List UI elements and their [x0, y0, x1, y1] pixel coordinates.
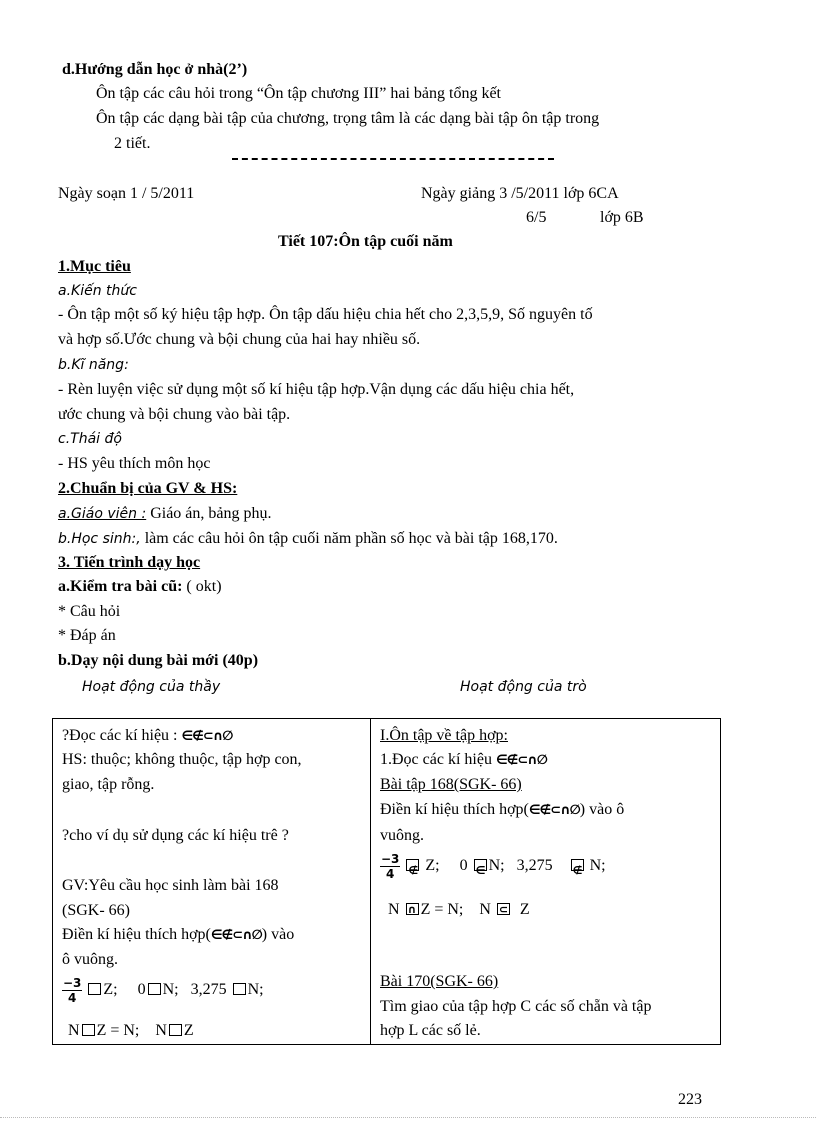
left-fill-text: Điền kí hiệu thích hợp( — [62, 926, 211, 943]
answer-symbol: ∉ — [408, 864, 419, 877]
knowledge-line2: và hợp số.Ước chung và bội chung của hai hay nhiều số. — [58, 331, 421, 348]
teacher-activity-header: Hoạt động của thầy — [82, 679, 221, 695]
left-exercise-row2 — [68, 1021, 194, 1041]
answer-box — [406, 859, 419, 877]
right-vuong: vuông. — [380, 827, 424, 844]
answer-box[interactable] — [169, 1024, 182, 1036]
right-exercise-row1 — [380, 851, 606, 881]
right-read-symbols-text: 1.Đọc các kí hiệu — [380, 751, 496, 768]
page-number: 223 — [678, 1091, 702, 1108]
left-sgk-ref: (SGK- 66) — [62, 902, 130, 919]
right-exercise-row2 — [388, 900, 530, 920]
section-d-line3: 2 tiết. — [114, 135, 151, 152]
exercise-text: N — [479, 901, 491, 918]
check-label: a.Kiểm tra bài cũ: — [58, 578, 183, 595]
exercise-text: Z = N; — [420, 901, 464, 918]
left-example-question: ?cho ví dụ sử dụng các kí hiệu trê ? — [62, 827, 289, 844]
date-2: 6/5 — [526, 209, 547, 226]
answer-box — [571, 859, 584, 877]
answer-symbol: ∉ — [572, 864, 583, 877]
answer-symbol: ⊂ — [498, 903, 509, 916]
symbols: ∈∉⊂∩∅ — [181, 729, 233, 744]
question-label: * Câu hỏi — [58, 603, 121, 620]
left-hs-answer2: giao, tập rỗng. — [62, 776, 155, 793]
student-prep — [58, 529, 558, 549]
answer-box[interactable] — [82, 1024, 95, 1036]
exercise-text: 3,275 — [190, 981, 227, 998]
teacher-prep-text: Giáo án, bảng phụ. — [146, 505, 272, 522]
fraction-numerator: −3 — [63, 975, 82, 990]
preparation-heading: 2.Chuẩn bị của GV & HS: — [58, 480, 238, 497]
exercise-text: 0 — [137, 981, 146, 998]
answer-box[interactable] — [233, 983, 246, 995]
exercise-text: 3,275 — [516, 857, 553, 874]
answer-symbol: ∩ — [407, 903, 417, 916]
student-prep-text: làm các câu hỏi ôn tập cuối năm phần số học và bài tập 168,170. — [140, 530, 558, 547]
left-read-symbols-text: ?Đọc các kí hiệu : — [62, 727, 182, 744]
right-fill-text-end: ) vào ô — [579, 801, 625, 818]
answer-box — [474, 859, 487, 877]
left-read-symbols — [62, 726, 232, 747]
left-fill-instruction — [62, 925, 294, 946]
student-activity-cell — [371, 719, 721, 1044]
fraction-numerator: −3 — [381, 851, 400, 866]
symbols: ∈∉⊂∩∅ — [210, 928, 262, 943]
left-o-vuong: ô vuông. — [62, 951, 118, 968]
right-heading: I.Ôn tập về tập hợp: — [380, 727, 508, 744]
exercise-text: N — [155, 1022, 167, 1039]
exercise-text: Z = N; — [96, 1022, 140, 1039]
right-ex170-line1: Tìm giao của tập hợp C các số chẵn và tập — [380, 998, 652, 1015]
answer-box[interactable] — [148, 983, 161, 995]
exercise-text: Z — [519, 901, 530, 918]
exercise-text: N; — [162, 981, 179, 998]
left-fill-text-end: ) vào — [261, 926, 295, 943]
section-d-title: d.Hướng dẫn học ở nhà(2’) — [62, 61, 248, 78]
exercise-text: N; — [488, 857, 505, 874]
right-ex170-title: Bài 170(SGK- 66) — [380, 973, 499, 990]
exercise-text: Z — [183, 1022, 194, 1039]
right-ex168-title: Bài tập 168(SGK- 66) — [380, 776, 522, 793]
right-fill-text: Điền kí hiệu thích hợp( — [380, 801, 529, 818]
answer-label: * Đáp án — [58, 627, 116, 644]
right-read-symbols — [380, 750, 547, 771]
student-activity-header: Hoạt động của trò — [460, 679, 587, 695]
skills-line1: - Rèn luyện việc sử dụng một số kí hiệu tập hợp.Vận dụng các dấu hiệu chia hết, — [58, 381, 575, 398]
separator-line — [232, 158, 554, 160]
left-hs-answer1: HS: thuộc; không thuộc, tập hợp con, — [62, 751, 302, 768]
answer-symbol: ∈ — [475, 864, 486, 877]
answer-box — [497, 903, 510, 915]
symbols: ∈∉⊂∩∅ — [495, 753, 547, 768]
section-d-line1: Ôn tập các câu hỏi trong “Ôn tập chương III” hai bảng tổng kết — [96, 85, 501, 102]
knowledge-line1: - Ôn tập một số ký hiệu tập hợp. Ôn tập dấu hiệu chia hết cho 2,3,5,9, Số nguyên tố — [58, 306, 593, 323]
ngay-soan: Ngày soạn 1 / 5/2011 — [58, 185, 195, 202]
objectives-heading: 1.Mục tiêu — [58, 258, 131, 275]
left-gv-request: GV:Yêu cầu học sinh làm bài 168 — [62, 877, 279, 894]
attitude-label: c.Thái độ — [58, 431, 122, 447]
answer-box — [406, 903, 419, 915]
ngay-giang: Ngày giảng 3 /5/2011 lớp 6CA — [421, 185, 619, 202]
section-d-line2: Ôn tập các dạng bài tập của chương, trọng tâm là các dạng bài tập ôn tập trong — [96, 110, 600, 127]
exercise-text: 0 — [459, 857, 468, 874]
left-exercise-row1 — [62, 975, 264, 1005]
exercise-text: N; — [585, 857, 606, 874]
attitude-line1: - HS yêu thích môn học — [58, 455, 211, 472]
right-ex170-line2: hợp L các số lẻ. — [380, 1022, 481, 1039]
lesson-title: Tiết 107:Ôn tập cuối năm — [278, 233, 453, 250]
process-heading: 3. Tiến trình dạy học — [58, 554, 201, 571]
right-fill-instruction — [380, 800, 624, 821]
skills-line2: ước chung và bội chung vào bài tập. — [58, 406, 291, 423]
exercise-text: N — [388, 901, 400, 918]
bottom-rule — [0, 1117, 816, 1118]
activity-table — [52, 718, 721, 1045]
exercise-text: Z; — [103, 981, 118, 998]
class-2: lớp 6B — [600, 209, 644, 226]
fraction-denominator: 4 — [68, 990, 77, 1005]
knowledge-label: a.Kiến thức — [58, 283, 137, 299]
student-prep-label: b.Học sinh:, — [58, 531, 141, 547]
fraction-denominator: 4 — [386, 866, 395, 881]
exercise-text: N; — [247, 981, 264, 998]
teacher-prep — [58, 504, 272, 524]
fraction — [380, 852, 400, 881]
check-text: ( okt) — [182, 578, 222, 595]
answer-box[interactable] — [88, 983, 101, 995]
teacher-activity-cell — [53, 719, 370, 1044]
new-lesson-heading: b.Dạy nội dung bài mới (40p) — [58, 652, 259, 669]
check-old-lesson — [58, 577, 222, 597]
exercise-text: N — [68, 1022, 80, 1039]
teacher-prep-label: a.Giáo viên : — [58, 506, 147, 522]
exercise-text: Z; — [421, 857, 440, 874]
symbols: ∈∉⊂∩∅ — [528, 803, 580, 818]
skills-label: b.Kĩ năng: — [58, 357, 129, 373]
fraction — [62, 976, 82, 1005]
